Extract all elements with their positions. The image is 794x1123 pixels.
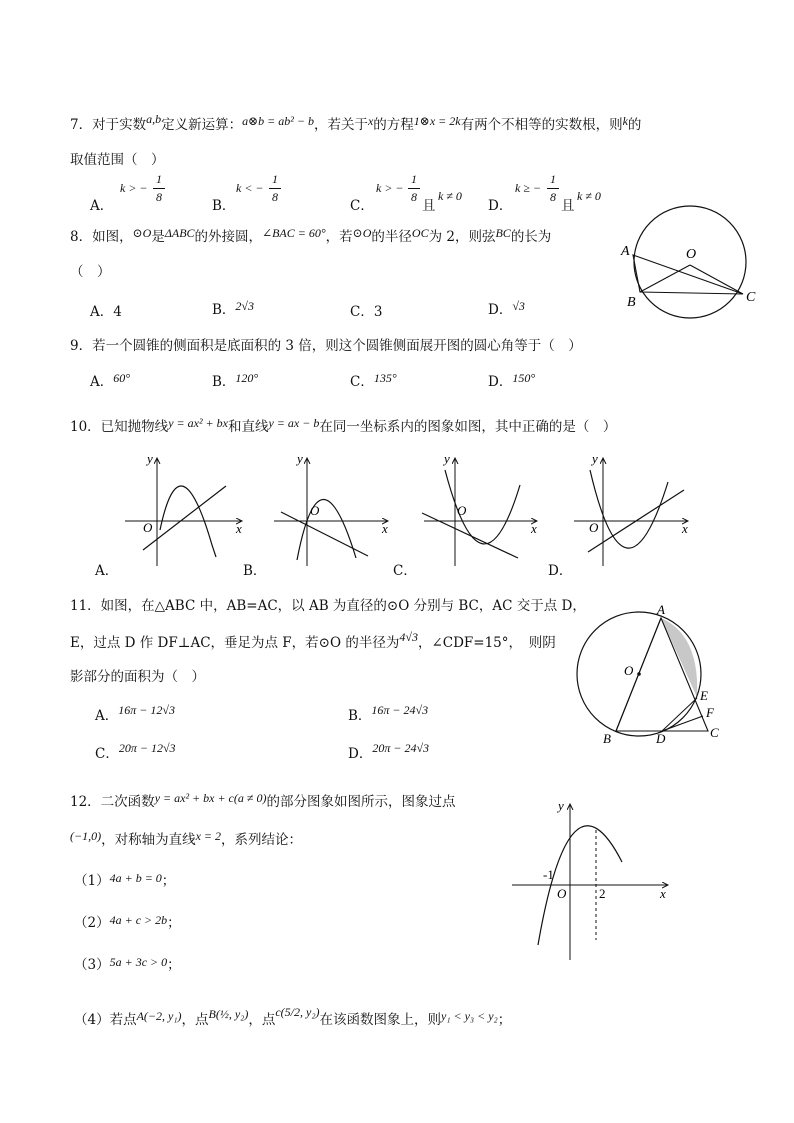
q7-option-a-label: A． bbox=[90, 198, 114, 214]
q10-text-c: 在同一坐标系内的图象如图，其中正确的是（ ） bbox=[319, 419, 617, 435]
q12-c3-label: （3） bbox=[74, 957, 110, 973]
q8-segment-ob bbox=[640, 265, 690, 292]
q11-option-b-label: B． bbox=[348, 708, 372, 724]
q7-option-d-label: D． bbox=[488, 198, 513, 214]
q8-circle bbox=[634, 206, 746, 318]
q7-text-c: ，若关于 bbox=[313, 117, 368, 133]
q8-text-c: 的外接圆， bbox=[194, 229, 263, 245]
q12-conclusion-3 bbox=[74, 953, 181, 973]
q11-option-d[interactable] bbox=[348, 741, 429, 762]
q10-option-a[interactable]: A． bbox=[95, 563, 119, 579]
q10-d-x-label: x bbox=[682, 521, 688, 536]
q12-c1-label: （1） bbox=[74, 873, 110, 889]
q11-option-a[interactable] bbox=[95, 703, 175, 724]
q9-option-a-value: 60° bbox=[113, 371, 131, 385]
q7-op-def: a⊗b = ab² − b bbox=[242, 114, 314, 128]
q8-option-b-label: B． bbox=[212, 302, 236, 318]
q8-text-d: ，若 bbox=[325, 229, 353, 245]
q12-conclusion-1 bbox=[74, 869, 175, 889]
q11-text-a: E，过点 D 作 DF⊥AC，垂足为点 F，若⊙O 的半径为 bbox=[70, 635, 400, 651]
q9-stem: 9．若一个圆锥的侧面积是底面积的 3 倍，则这个圆锥侧面展开图的圆心角等于（ ） bbox=[70, 338, 582, 354]
q11-line1: 11．如图，在△ABC 中，AB=AC，以 AB 为直径的⊙O 分别与 BC，AC 交于点 D， bbox=[70, 598, 586, 614]
q8-option-a[interactable] bbox=[90, 300, 122, 320]
q12-c1: 4a + b = 0 bbox=[109, 871, 162, 885]
q8-option-c-label: C． bbox=[350, 304, 374, 320]
q12-c2-tail: ； bbox=[167, 915, 181, 931]
q12-label-x: x bbox=[660, 886, 666, 901]
q9-option-d-label: D． bbox=[488, 374, 513, 390]
q11-figure bbox=[570, 600, 730, 750]
q12-text-a: 12．二次函数 bbox=[70, 794, 155, 810]
q10-a-y-label: y bbox=[147, 451, 153, 466]
q12-func: y = ax² + bx + c(a ≠ 0) bbox=[154, 791, 267, 805]
q11-segment-de bbox=[662, 698, 697, 731]
q12-c4-point-a: A(−2, y₁) bbox=[136, 1009, 182, 1023]
q7-text-d: 的方程 bbox=[373, 117, 414, 133]
q10-parabola: y = ax² + bx bbox=[168, 416, 228, 430]
q11-line2 bbox=[70, 630, 556, 651]
q12-figure bbox=[505, 795, 675, 965]
q7-option-a-expr: k > − bbox=[120, 181, 148, 195]
q10-text-a: 10．已知抛物线 bbox=[70, 419, 169, 435]
q11-label-e: E bbox=[700, 688, 708, 703]
q7-var-k: k bbox=[622, 114, 628, 128]
q9-option-d-value: 150° bbox=[512, 371, 536, 385]
q10-line: y = ax − b bbox=[268, 416, 320, 430]
q10-d-y-label: y bbox=[592, 451, 598, 466]
q8-bc: BC bbox=[495, 226, 511, 240]
q7-option-c-fracbar bbox=[408, 188, 420, 189]
q7-var-ab: a,b bbox=[146, 112, 162, 126]
q8-option-d[interactable] bbox=[488, 298, 525, 318]
q12-conclusion-4 bbox=[74, 1005, 511, 1028]
q11-center-dot bbox=[637, 672, 641, 676]
q10-a-origin: O bbox=[143, 520, 153, 535]
q10-c-y-label: y bbox=[444, 451, 450, 466]
q8-option-c[interactable] bbox=[350, 300, 382, 320]
q7-option-a-fracbar bbox=[153, 188, 165, 189]
q12-text-b: 的部分图象如图所示，图象过点 bbox=[266, 794, 456, 810]
q11-label-f: F bbox=[706, 705, 714, 720]
q11-label-o: O bbox=[624, 663, 634, 678]
q8-label-b: B bbox=[627, 295, 636, 310]
q7-stem bbox=[70, 112, 641, 133]
q11-option-a-label: A． bbox=[95, 708, 119, 724]
q12-c3-tail: ； bbox=[167, 957, 181, 973]
q12-c4-tail: ； bbox=[497, 1012, 512, 1028]
q8-text-b: 是 bbox=[151, 229, 165, 245]
q7-option-b-num: 1 bbox=[272, 172, 278, 186]
q11-option-d-value: 20π − 24√3 bbox=[372, 741, 430, 755]
q9-option-b-label: B． bbox=[212, 374, 236, 390]
q7-option-c-expr: k > − bbox=[376, 181, 404, 195]
q7-option-d-den: 8 bbox=[550, 190, 556, 204]
q12-stem bbox=[70, 790, 455, 810]
q12-c4-label: （4）若点 bbox=[74, 1012, 137, 1028]
q7-equation: 1⊗x = 2k bbox=[413, 114, 461, 128]
q10-option-d[interactable]: D． bbox=[548, 563, 573, 579]
q12-conclusion-2 bbox=[74, 911, 181, 931]
q7-option-b-expr: k < − bbox=[236, 181, 264, 195]
q12-label-o: O bbox=[557, 886, 567, 901]
q10-b-origin: O bbox=[310, 503, 320, 518]
q7-text-b: 定义新运算： bbox=[161, 117, 243, 133]
q12-point: (−1,0) bbox=[70, 829, 102, 843]
q12-c4-text-c: ，点 bbox=[248, 1012, 276, 1028]
q10-option-b[interactable]: B． bbox=[243, 563, 267, 579]
q10-graph-a[interactable] bbox=[125, 451, 242, 566]
q12-text-d: ，系列结论： bbox=[221, 832, 303, 848]
q9-option-a-label: A． bbox=[90, 374, 114, 390]
q8-label-a: A bbox=[621, 244, 630, 259]
q8-circle-o-2: ⊙O bbox=[352, 226, 372, 240]
q9-option-d[interactable] bbox=[488, 370, 535, 390]
q8-option-a-label: A． bbox=[90, 304, 114, 320]
q7-stem-line2: 取值范围（ ） bbox=[70, 152, 165, 168]
q9-option-b-value: 120° bbox=[235, 371, 259, 385]
q12-c2-label: （2） bbox=[74, 915, 110, 931]
q7-option-d-and: 且 bbox=[561, 198, 575, 214]
q11-option-a-value: 16π − 12√3 bbox=[118, 703, 175, 717]
q7-option-d-expr: k ≥ − bbox=[515, 181, 542, 195]
q10-a-x-label: x bbox=[236, 521, 242, 536]
q7-option-d-cond: k ≠ 0 bbox=[577, 189, 601, 203]
q11-label-c: C bbox=[710, 725, 719, 740]
q11-option-c-value: 20π − 12√3 bbox=[118, 741, 176, 755]
q8-text-f: 为 2，则弦 bbox=[428, 229, 496, 245]
q8-text-g: 的长为 bbox=[510, 229, 552, 245]
q7-option-b-label: B． bbox=[212, 198, 236, 214]
q11-option-c-label: C． bbox=[95, 746, 119, 762]
q9-option-c-label: C． bbox=[350, 374, 374, 390]
q10-graph-c[interactable] bbox=[422, 451, 537, 566]
q7-option-b-den: 8 bbox=[272, 190, 278, 204]
q12-c1-tail: ； bbox=[161, 873, 176, 889]
q8-option-b-value: 2√3 bbox=[235, 299, 255, 313]
q10-graph-b[interactable] bbox=[274, 451, 388, 566]
q10-c-origin: O bbox=[457, 503, 467, 518]
q12-label-neg1: -1 bbox=[543, 867, 554, 882]
q8-option-b[interactable] bbox=[212, 298, 254, 318]
q12-c4-point-b: B(½, y₂) bbox=[208, 1007, 249, 1021]
q7-option-a-num: 1 bbox=[156, 172, 162, 186]
q12-c4-text-d: 在该函数图象上，则 bbox=[319, 1012, 441, 1028]
q8-option-d-value: √3 bbox=[512, 299, 525, 313]
q12-c2: 4a + c > 2b bbox=[109, 913, 168, 927]
q7-option-c-label: C． bbox=[350, 198, 374, 214]
q9-option-c-value: 135° bbox=[373, 371, 397, 385]
q12-text-c: ，对称轴为直线 bbox=[101, 832, 196, 848]
q8-text-a: 8．如图， bbox=[70, 229, 133, 245]
q8-option-c-value: 3 bbox=[373, 304, 383, 320]
q12-c4-relation: y₁ < y₃ < y₂ bbox=[441, 1009, 498, 1023]
q11-line3: 影部分的面积为（ ） bbox=[70, 669, 205, 685]
q8-text-e: 的半径 bbox=[371, 229, 412, 245]
q10-stem bbox=[70, 415, 616, 435]
q12-c3: 5a + 3c > 0 bbox=[109, 955, 168, 969]
q10-option-c[interactable]: C． bbox=[393, 563, 417, 579]
q7-option-c-den: 8 bbox=[411, 190, 417, 204]
q9-option-b[interactable] bbox=[212, 370, 258, 390]
q12-axis-line: x = 2 bbox=[195, 829, 222, 843]
q11-text-b: ，∠CDF=15°， 则阴 bbox=[417, 635, 556, 651]
q10-b-x-label: x bbox=[382, 521, 388, 536]
q11-option-c[interactable] bbox=[95, 741, 176, 762]
q11-radius: 4√3 bbox=[399, 630, 418, 644]
q7-text-e: 有两个不相等的实数根，则 bbox=[460, 117, 623, 133]
q10-c-x-label: x bbox=[531, 521, 537, 536]
q7-option-a-den: 8 bbox=[156, 190, 162, 204]
q12-c4-text-b: ，点 bbox=[181, 1012, 209, 1028]
q11-label-d: D bbox=[656, 731, 666, 746]
q8-figure bbox=[615, 200, 775, 320]
q10-d-origin: O bbox=[589, 520, 599, 535]
q11-label-b: B bbox=[603, 731, 611, 746]
q7-text-a: 7．对于实数 bbox=[70, 117, 147, 133]
q7-option-c-cond: k ≠ 0 bbox=[438, 189, 462, 203]
q11-option-d-label: D． bbox=[348, 746, 373, 762]
q8-option-d-label: D． bbox=[488, 302, 513, 318]
q10-graph-d[interactable] bbox=[574, 451, 688, 566]
q7-var-x: x bbox=[367, 114, 374, 128]
q11-label-a: A bbox=[657, 602, 665, 617]
q7-option-c-and: 且 bbox=[422, 198, 436, 214]
q9-option-c[interactable] bbox=[350, 370, 397, 390]
q8-stem-line2: （ ） bbox=[70, 264, 111, 280]
q12-label-y: y bbox=[558, 798, 564, 813]
q7-option-d-num: 1 bbox=[550, 172, 556, 186]
q8-label-c: C bbox=[746, 290, 756, 305]
q8-circle-o: ⊙O bbox=[132, 226, 152, 240]
q11-option-b-value: 16π − 24√3 bbox=[371, 703, 429, 717]
q8-label-o: O bbox=[686, 247, 697, 262]
q12-label-2: 2 bbox=[599, 886, 606, 901]
q7-option-b-fracbar bbox=[269, 188, 281, 189]
q8-stem bbox=[70, 225, 551, 245]
q10-text-b: 和直线 bbox=[227, 419, 269, 435]
q12-stem-line2 bbox=[70, 828, 302, 848]
q7-text-f: 的 bbox=[627, 117, 642, 133]
q8-segment-oc bbox=[690, 265, 743, 294]
q8-angle: ∠BAC = 60° bbox=[262, 226, 326, 240]
q9-option-a[interactable] bbox=[90, 370, 130, 390]
q8-triangle: ΔABC bbox=[164, 226, 195, 240]
q7-option-c-num: 1 bbox=[411, 172, 417, 186]
q7-option-d-fracbar bbox=[547, 188, 559, 189]
q10-b-y-label: y bbox=[297, 451, 303, 466]
q12-c4-point-c: c(5/2, y₂) bbox=[275, 1005, 320, 1019]
q8-option-a-value: 4 bbox=[113, 304, 122, 320]
q11-option-b[interactable] bbox=[348, 703, 428, 724]
q8-oc: OC bbox=[411, 226, 429, 240]
